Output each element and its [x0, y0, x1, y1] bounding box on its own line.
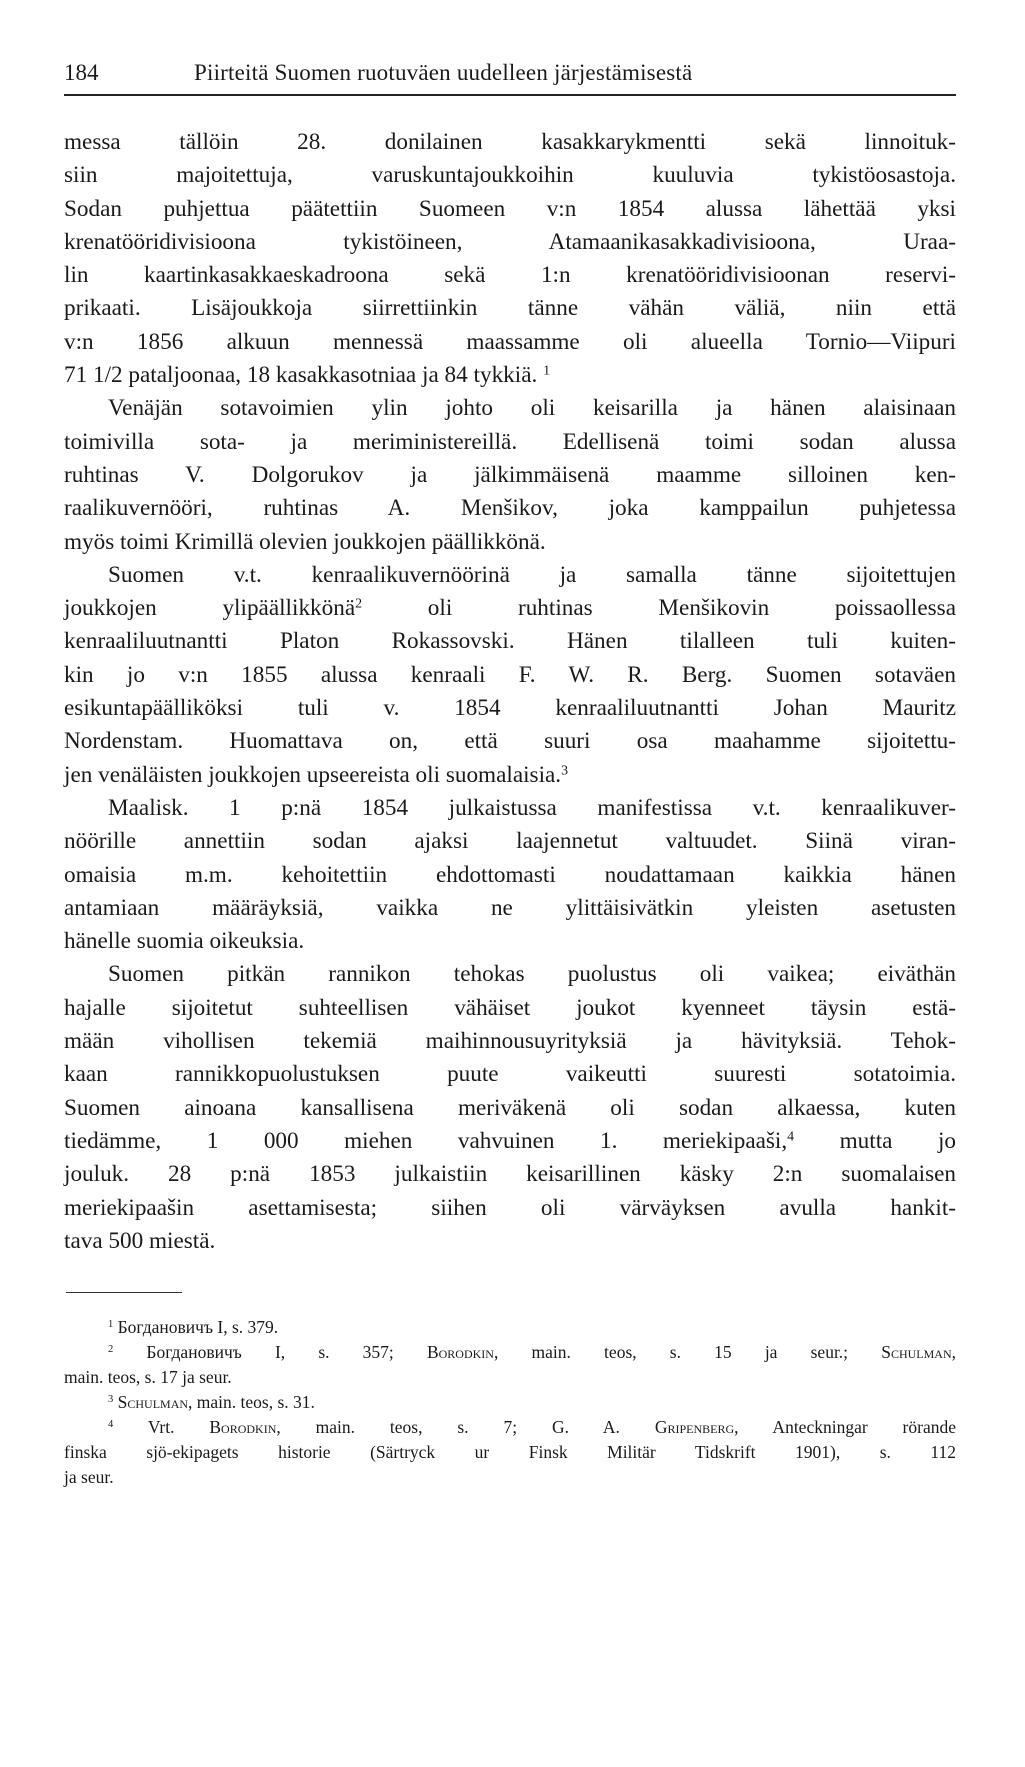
- footnote-reference[interactable]: 4: [787, 1129, 795, 1145]
- text-line: kin jo v:n 1855 alussa kenraali F. W. R. Berg. Suomen sotaväen: [64, 661, 956, 688]
- text-line: raalikuvernööri, ruhtinas A. Menšikov, joka kamppailun puhjetessa: [64, 495, 956, 522]
- author-name: Borodkin: [426, 1342, 494, 1363]
- text-line: kaan rannikkopuolustuksen puute vaikeutti suuresti sotatoimia.: [64, 1061, 956, 1088]
- text-line: antamiaan määräyksiä, vaikka ne ylittäisivätkin yleisten asetusten: [64, 894, 956, 921]
- text-line: jen venäläisten joukkojen upseereista oli suomalaisia.$^3$: [64, 761, 569, 788]
- footnote: [64, 1415, 956, 1490]
- text-line: Suomen ainoana kansallisena meriväkenä oli sodan alkaessa, kuten: [64, 1094, 956, 1121]
- text-line: myös toimi Krimillä olevien joukkojen päällikkönä.: [64, 528, 546, 555]
- text-line: Sodan puhjettua päätettiin Suomeen v:n 1854 alussa lähettää yksi: [64, 195, 956, 222]
- footnote-number: 4: [108, 1419, 114, 1431]
- footnote-number: 2: [108, 1344, 114, 1356]
- footnote-line: $^3$ Schulman, main. teos, s. 31.: [108, 1392, 315, 1413]
- text-line: nöörille annettiin sodan ajaksi laajennetut valtuudet. Siinä viran-: [64, 828, 956, 855]
- text-line: Nordenstam. Huomattava on, että suuri osa maahamme sijoitettu-: [64, 728, 956, 755]
- author-name: Schulman: [117, 1392, 189, 1413]
- text-line: 71 1/2 pataljoonaa, 18 kasakkasotniaa ja 84 tykkiä. $^1$: [64, 362, 551, 389]
- author-name: Schulman: [881, 1342, 952, 1363]
- text-line: tiedämme, 1 000 miehen vahvuinen 1. meriekipaaši,$^4$ mutta jo: [64, 1127, 956, 1154]
- footnote-reference[interactable]: 2: [355, 596, 363, 612]
- text-line: Venäjän sotavoimien ylin johto oli keisarilla ja hänen alaisinaan: [108, 395, 956, 422]
- footnote-line: $^1$ Богдановичъ I, s. 379.: [108, 1317, 279, 1338]
- text-line: siin majoitettuja, varuskuntajoukkoihin kuuluvia tykistöosastoja.: [64, 162, 956, 189]
- text-line: hajalle sijoitetut suhteellisen vähäiset joukot kyenneet täysin estä-: [64, 994, 956, 1021]
- text-line: tava 500 miestä.: [64, 1227, 216, 1254]
- paragraph: [64, 126, 956, 392]
- text-line: prikaati. Lisäjoukkoja siirrettiinkin tänne vähän väliä, niin että: [64, 295, 956, 322]
- text-line: jouluk. 28 p:nä 1853 julkaistiin keisarillinen käsky 2:n suomalaisen: [64, 1161, 956, 1188]
- paragraph: [64, 958, 956, 1258]
- running-head: [64, 56, 956, 96]
- running-title: Piirteitä Suomen ruotuväen uudelleen järjestämisestä: [194, 60, 693, 85]
- footnote-number: 3: [108, 1394, 114, 1406]
- paragraph: [64, 792, 956, 958]
- text-line: omaisia m.m. kehoitettiin ehdottomasti noudattamaan kaikkia hänen: [64, 861, 956, 888]
- page-number: 184: [64, 60, 99, 85]
- book-page: [64, 56, 956, 1490]
- footnote-line: finska sjö-ekipagets historie (Särtryck ur Finsk Militär Tidskrift 1901), s. 112: [64, 1442, 956, 1463]
- author-name: Gripenberg: [654, 1417, 735, 1438]
- text-line: kenraaliluutnantti Platon Rokassovski. Hänen tilalleen tuli kuiten-: [64, 628, 956, 655]
- text-line: krenatööridivisioona tykistöineen, Atamaanikasakkadivisioona, Uraa-: [64, 228, 956, 255]
- text-line: ruhtinas V. Dolgorukov ja jälkimmäisenä maamme silloinen ken-: [64, 461, 956, 488]
- text-line: esikuntapäälliköksi tuli v. 1854 kenraaliluutnantti Johan Mauritz: [64, 695, 956, 722]
- footnote-reference[interactable]: 1: [543, 363, 551, 379]
- author-name: Borodkin: [209, 1417, 277, 1438]
- footnote: [64, 1315, 956, 1340]
- footnote-line: $^4$ Vrt. Borodkin, main. teos, s. 7; G. A. Gripenberg, Anteckningar rörande: [108, 1417, 957, 1438]
- footnote-line: $^2$ Богдановичъ I, s. 357; Borodkin, main. teos, s. 15 ja seur.; Schulman,: [108, 1342, 956, 1363]
- text-line: Suomen pitkän rannikon tehokas puolustus oli vaikea; eiväthän: [108, 961, 956, 988]
- footnote: [64, 1340, 956, 1390]
- text-line: v:n 1856 alkuun mennessä maassamme oli alueella Tornio—Viipuri: [64, 328, 956, 355]
- footnote-separator: [66, 1292, 182, 1293]
- footnote-line: ja seur.: [64, 1467, 114, 1488]
- text-line: Suomen v.t. kenraalikuvernöörinä ja samalla tänne sijoitettujen: [108, 561, 956, 588]
- paragraph: [64, 392, 956, 558]
- text-line: meriekipaašin asettamisesta; siihen oli värväyksen avulla hankit-: [64, 1194, 956, 1221]
- footnote-number: 1: [108, 1319, 114, 1331]
- body-text: [64, 126, 956, 1258]
- text-line: lin kaartinkasakkaeskadroona sekä 1:n krenatööridivisioonan reservi-: [64, 262, 956, 289]
- text-line: joukkojen ylipäällikkönä$^2$ oli ruhtinas Menšikovin poissaollessa: [64, 595, 956, 622]
- footnote: [64, 1390, 956, 1415]
- footnote-line: main. teos, s. 17 ja seur.: [64, 1367, 232, 1388]
- text-line: mään vihollisen tekemiä maihinnousuyrityksiä ja hävityksiä. Tehok-: [64, 1028, 956, 1055]
- text-line: toimivilla sota- ja meriministereillä. Edellisenä toimi sodan alussa: [64, 428, 956, 455]
- text-line: messa tällöin 28. donilainen kasakkarykmentti sekä linnoituk-: [64, 129, 956, 155]
- footnotes: [64, 1315, 956, 1490]
- text-line: hänelle suomia oikeuksia.: [64, 928, 305, 955]
- paragraph: [64, 559, 956, 792]
- text-line: Maalisk. 1 p:nä 1854 julkaistussa manifestissa v.t. kenraalikuver-: [108, 794, 956, 821]
- footnote-reference[interactable]: 3: [561, 763, 569, 778]
